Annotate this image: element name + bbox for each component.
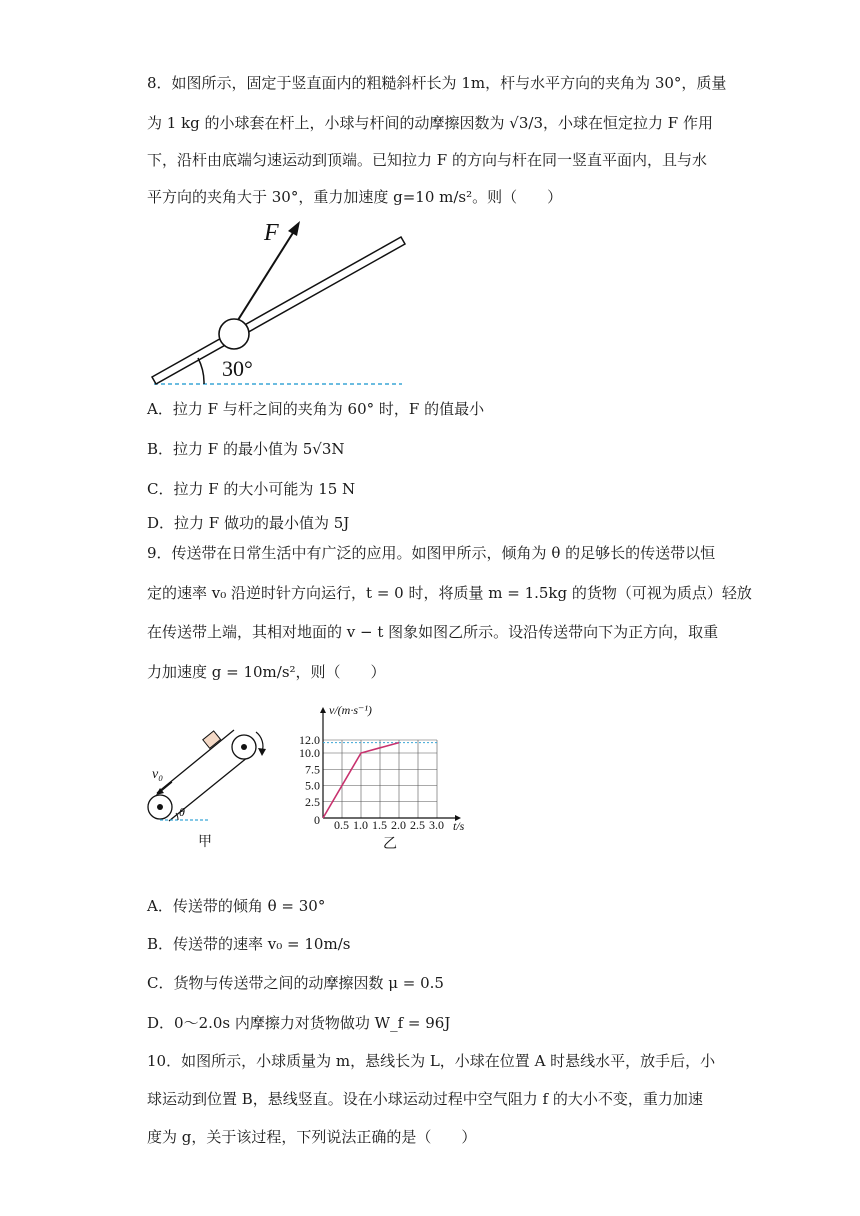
inclined-rod — [152, 237, 405, 384]
x-tick-label: 1.0 — [353, 818, 368, 832]
force-label: F — [264, 220, 279, 246]
q10-line-3: 度为 g，关于该过程，下列说法正确的是（ ） — [147, 1128, 477, 1146]
x-tick-label: 2.0 — [391, 818, 406, 832]
origin-label: 0 — [314, 813, 320, 827]
caption-yi: 乙 — [383, 837, 397, 852]
q8-line-4: 平方向的夹角大于 30°，重力加速度 g=10 m/s²。则（ ） — [147, 188, 563, 206]
q10-line-2: 球运动到位置 B，悬线竖直。设在小球运动过程中空气阻力 f 的大小不变，重力加速 — [147, 1090, 703, 1108]
y-tick-label: 5.0 — [305, 778, 320, 793]
q8-line-1: 8．如图所示，固定于竖直面内的粗糙斜杆长为 1m，杆与水平方向的夹角为 30°，质量 — [147, 74, 727, 92]
x-tick-label: 2.5 — [410, 818, 425, 832]
bottom-roller-axle — [157, 804, 163, 810]
caption-jia: 甲 — [198, 835, 212, 850]
q8-figure — [140, 212, 420, 392]
conveyor-figure — [140, 700, 290, 860]
q8-line-3: 下，沿杆由底端匀速运动到顶端。已知拉力 F 的方向与杆在同一竖直平面内，且与水 — [147, 151, 707, 169]
vt-chart — [293, 700, 483, 860]
y-axis-arrowhead — [320, 707, 326, 713]
q8-option-a: A．拉力 F 与杆之间的夹角为 60° 时，F 的值最小 — [147, 400, 485, 418]
q9-line-2: 定的速率 v₀ 沿逆时针方向运行，t = 0 时，将质量 m = 1.5kg 的货物（可视为质点）轻放 — [147, 584, 752, 602]
v0-label: v₀ — [152, 767, 164, 782]
y-tick-label: 12.0 — [299, 733, 320, 747]
angle-label: 30° — [222, 356, 253, 381]
q9-line-3: 在传送带上端，其相对地面的 v − t 图象如图乙所示。设沿传送带向下为正方向，取重 — [147, 623, 719, 641]
x-tick-label: 1.5 — [372, 818, 387, 832]
q9-option-c: C．货物与传送带之间的动摩擦因数 μ = 0.5 — [147, 974, 444, 992]
y-tick-label: 7.5 — [305, 762, 320, 777]
q8-line-2: 为 1 kg 的小球套在杆上，小球与杆间的动摩擦因数为 √3/3，小球在恒定拉力 F 作用 — [147, 114, 713, 132]
q9-line-1: 9．传送带在日常生活中有广泛的应用。如图甲所示，倾角为 θ 的足够长的传送带以恒 — [147, 544, 716, 562]
q9-line-4: 力加速度 g = 10m/s²，则（ ） — [147, 663, 386, 681]
y-tick-label: 2.5 — [305, 794, 320, 809]
x-tick-label: 3.0 — [429, 818, 444, 832]
cargo-box — [203, 731, 221, 748]
belt-top-edge — [157, 730, 234, 793]
q8-option-c: C．拉力 F 的大小可能为 15 N — [147, 480, 356, 498]
q10-line-1: 10．如图所示，小球质量为 m，悬线长为 L，小球在位置 A 时悬线水平，放手后，小 — [147, 1052, 716, 1070]
theta-label: θ — [179, 805, 185, 819]
x-tick-label: 0.5 — [334, 818, 349, 832]
q8-option-d: D．拉力 F 做功的最小值为 5J — [147, 514, 350, 532]
top-roller-axle — [241, 744, 247, 750]
angle-arc — [198, 358, 204, 384]
q9-option-b: B．传送带的速率 v₀ = 10m/s — [147, 935, 351, 953]
y-axis-label: v/(m·s⁻¹) — [329, 703, 372, 717]
y-tick-label: 10.0 — [299, 746, 320, 760]
q8-option-b: B．拉力 F 的最小值为 5√3N — [147, 440, 345, 458]
rotation-arrowhead — [258, 748, 266, 756]
ball — [219, 319, 249, 349]
q9-option-a: A．传送带的倾角 θ = 30° — [147, 897, 326, 915]
q9-option-d: D．0～2.0s 内摩擦力对货物做功 W_f = 96J — [147, 1014, 451, 1032]
x-axis-label: t/s — [453, 819, 465, 833]
force-arrowhead — [288, 221, 300, 236]
